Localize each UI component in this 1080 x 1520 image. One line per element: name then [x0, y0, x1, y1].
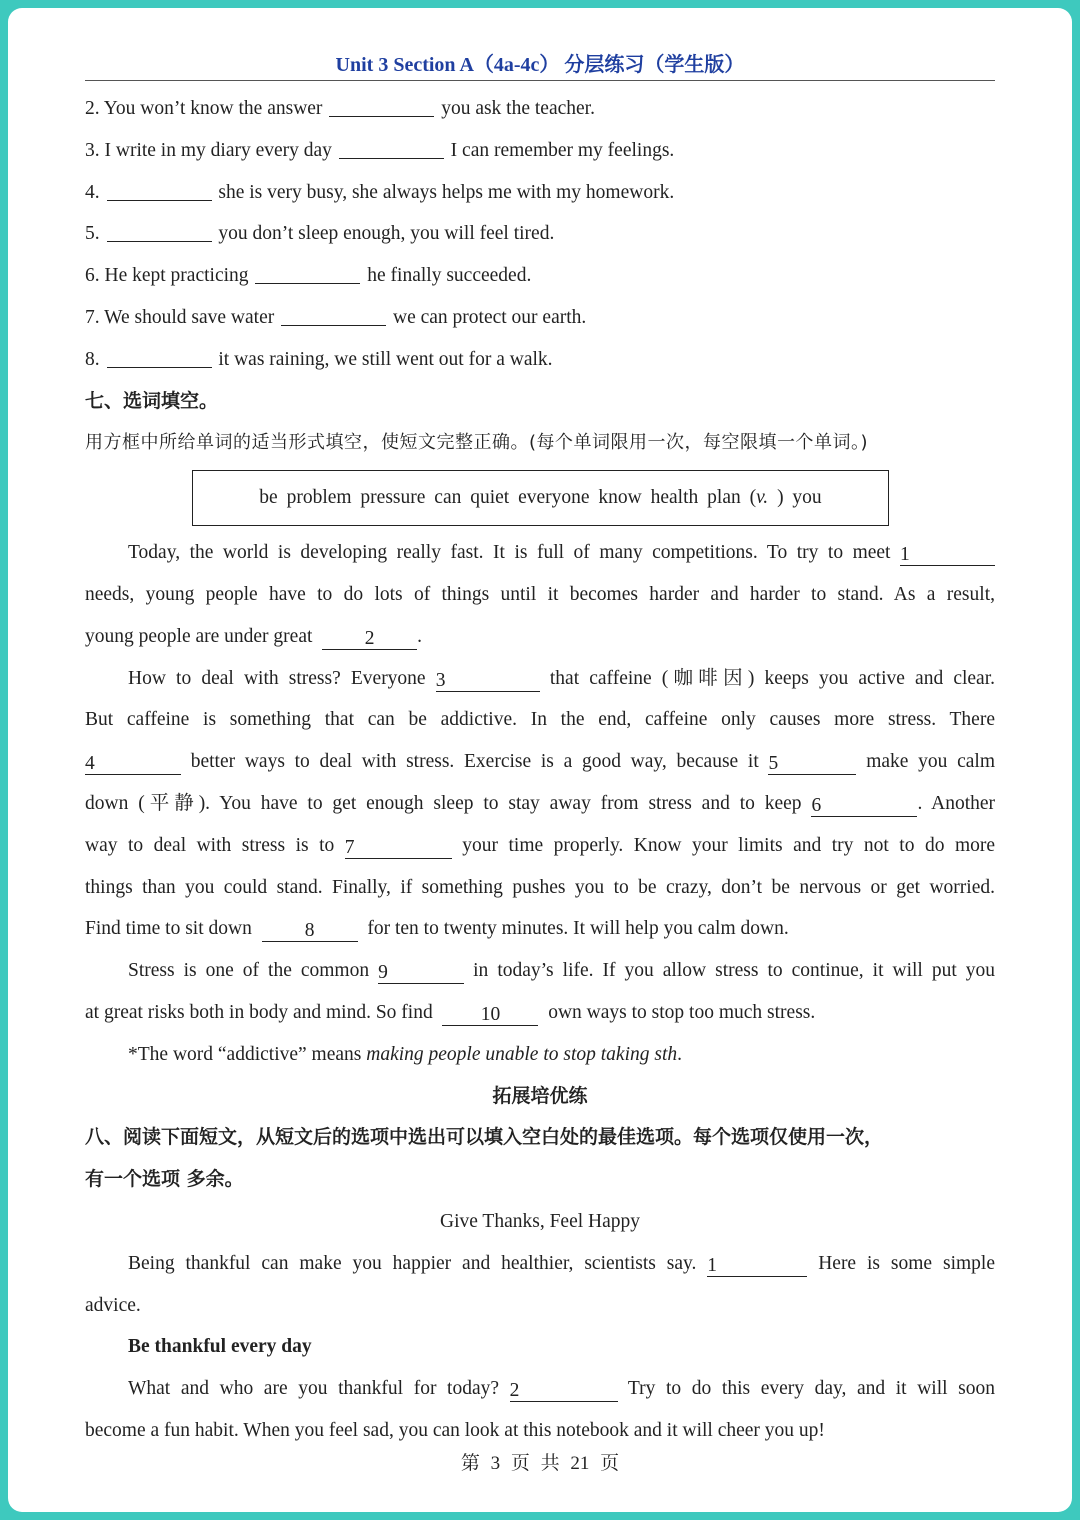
sentence-item: 2. You won’t know the answer you ask the teacher. — [85, 98, 595, 119]
answer-blank[interactable] — [339, 138, 444, 159]
sentence-item: 4. she is very busy, she always helps me with my homework. — [85, 181, 675, 203]
passage-line: young people are under great 2 . — [85, 625, 423, 649]
passage-line: Today, the world is developing really fast. It is full of many competitions. To try to meet 1 — [85, 532, 995, 574]
section7-instruction: 用方框中所给单词的适当形式填空，使短文完整正确。(每个单词限用一次，每空限填一个单词。) — [85, 432, 869, 454]
passage-line: But caffeine is something that can be addictive. In the end, caffeine only causes more stress. There — [85, 709, 995, 731]
numbered-blank[interactable]: 1 — [900, 545, 995, 566]
passage-line: advice. — [85, 1294, 141, 1316]
sentence-item: 5. you don’t sleep enough, you will feel tired. — [85, 223, 555, 245]
passage-line: 4 better ways to deal with stress. Exercise is a good way, because it 5 make you calm — [85, 751, 995, 775]
numbered-blank[interactable]: 5 — [768, 754, 856, 775]
sentence-item: 8. it was raining, we still went out for a walk. — [85, 348, 553, 370]
numbered-blank[interactable]: 2 — [510, 1381, 618, 1402]
passage-section7 — [85, 532, 995, 1075]
passage-line: needs, young people have to do lots of things until it becomes harder and harder to stand. As a result, — [85, 583, 995, 605]
passage-line: How to deal with stress? Everyone 3 that caffeine (咖啡因) keeps you active and clear. — [128, 667, 996, 691]
passage-line: down (平静). You have to get enough sleep to stay away from stress and to keep 6 . Another — [85, 792, 996, 816]
passage-heading: Be thankful every day — [128, 1336, 312, 1358]
answer-blank[interactable] — [107, 180, 212, 201]
answer-blank[interactable] — [107, 221, 212, 242]
numbered-blank[interactable]: 10 — [442, 1005, 538, 1026]
section8-title-line2: 有一个选项 多余。 — [85, 1168, 244, 1191]
section8-title-line1: 八、阅读下面短文，从短文后的选项中选出可以填入空白处的最佳选项。每个选项仅使用一次， — [85, 1126, 884, 1149]
passage-line: become a fun habit. When you feel sad, you can look at this notebook and it will cheer you up! — [85, 1419, 825, 1441]
sentence-item: 7. We should save water we can protect our earth. — [85, 306, 587, 328]
answer-blank[interactable] — [329, 96, 434, 117]
numbered-blank[interactable]: 9 — [378, 963, 464, 984]
passage-line: What and who are you thankful for today? 2 Try to do this every day, and it will soon — [128, 1378, 996, 1402]
numbered-blank[interactable]: 4 — [85, 754, 181, 775]
passage-title: Give Thanks, Feel Happy — [439, 1210, 641, 1232]
sentence-item: 6. He kept practicing he finally succeeded. — [85, 265, 532, 287]
page-header: Unit 3 Section A（4a-4c） 分层练习（学生版） — [335, 54, 745, 76]
answer-blank[interactable] — [107, 347, 212, 368]
header-divider — [85, 80, 995, 81]
numbered-blank[interactable]: 7 — [345, 838, 452, 859]
document-page — [8, 8, 1072, 1512]
sentence-item: 3. I write in my diary every day I can remember my feelings. — [85, 139, 675, 161]
sentence-list — [85, 88, 995, 381]
numbered-blank[interactable]: 6 — [811, 796, 917, 817]
content — [85, 88, 995, 1452]
passage-line: Stress is one of the common 9 in today’s life. If you allow stress to continue, it will put you — [128, 960, 996, 984]
numbered-blank[interactable]: 3 — [436, 671, 540, 692]
page-footer: 第 3 页 共 21 页 — [460, 1453, 620, 1474]
passage-line: Find time to sit down 8 for ten to twenty minutes. It will help you calm down. — [85, 918, 789, 942]
answer-blank[interactable] — [255, 263, 360, 284]
passage-line: at great risks both in body and mind. So find 10 own ways to stop too much stress. — [85, 1001, 816, 1025]
answer-blank[interactable] — [281, 305, 386, 326]
word-box: be problem pressure can quiet everyone know health plan (v. ) you — [192, 470, 889, 526]
numbered-blank[interactable]: 8 — [262, 921, 358, 942]
section7-title: 七、选词填空。 — [85, 389, 219, 412]
passage-line: way to deal with stress is to 7 your time properly. Know your limits and try not to do more — [85, 834, 996, 858]
vocab-note: *The word “addictive” means making people unable to stop taking sth. — [128, 1043, 683, 1065]
subtitle: 拓展培优练 — [492, 1084, 588, 1107]
passage-line: Being thankful can make you happier and healthier, scientists say. 1 Here is some simple — [128, 1252, 995, 1276]
passage-line: things than you could stand. Finally, if something pushes you to be crazy, don’t be nervous or get worried. — [85, 876, 995, 898]
numbered-blank[interactable]: 1 — [707, 1256, 807, 1277]
numbered-blank[interactable]: 2 — [322, 629, 417, 650]
